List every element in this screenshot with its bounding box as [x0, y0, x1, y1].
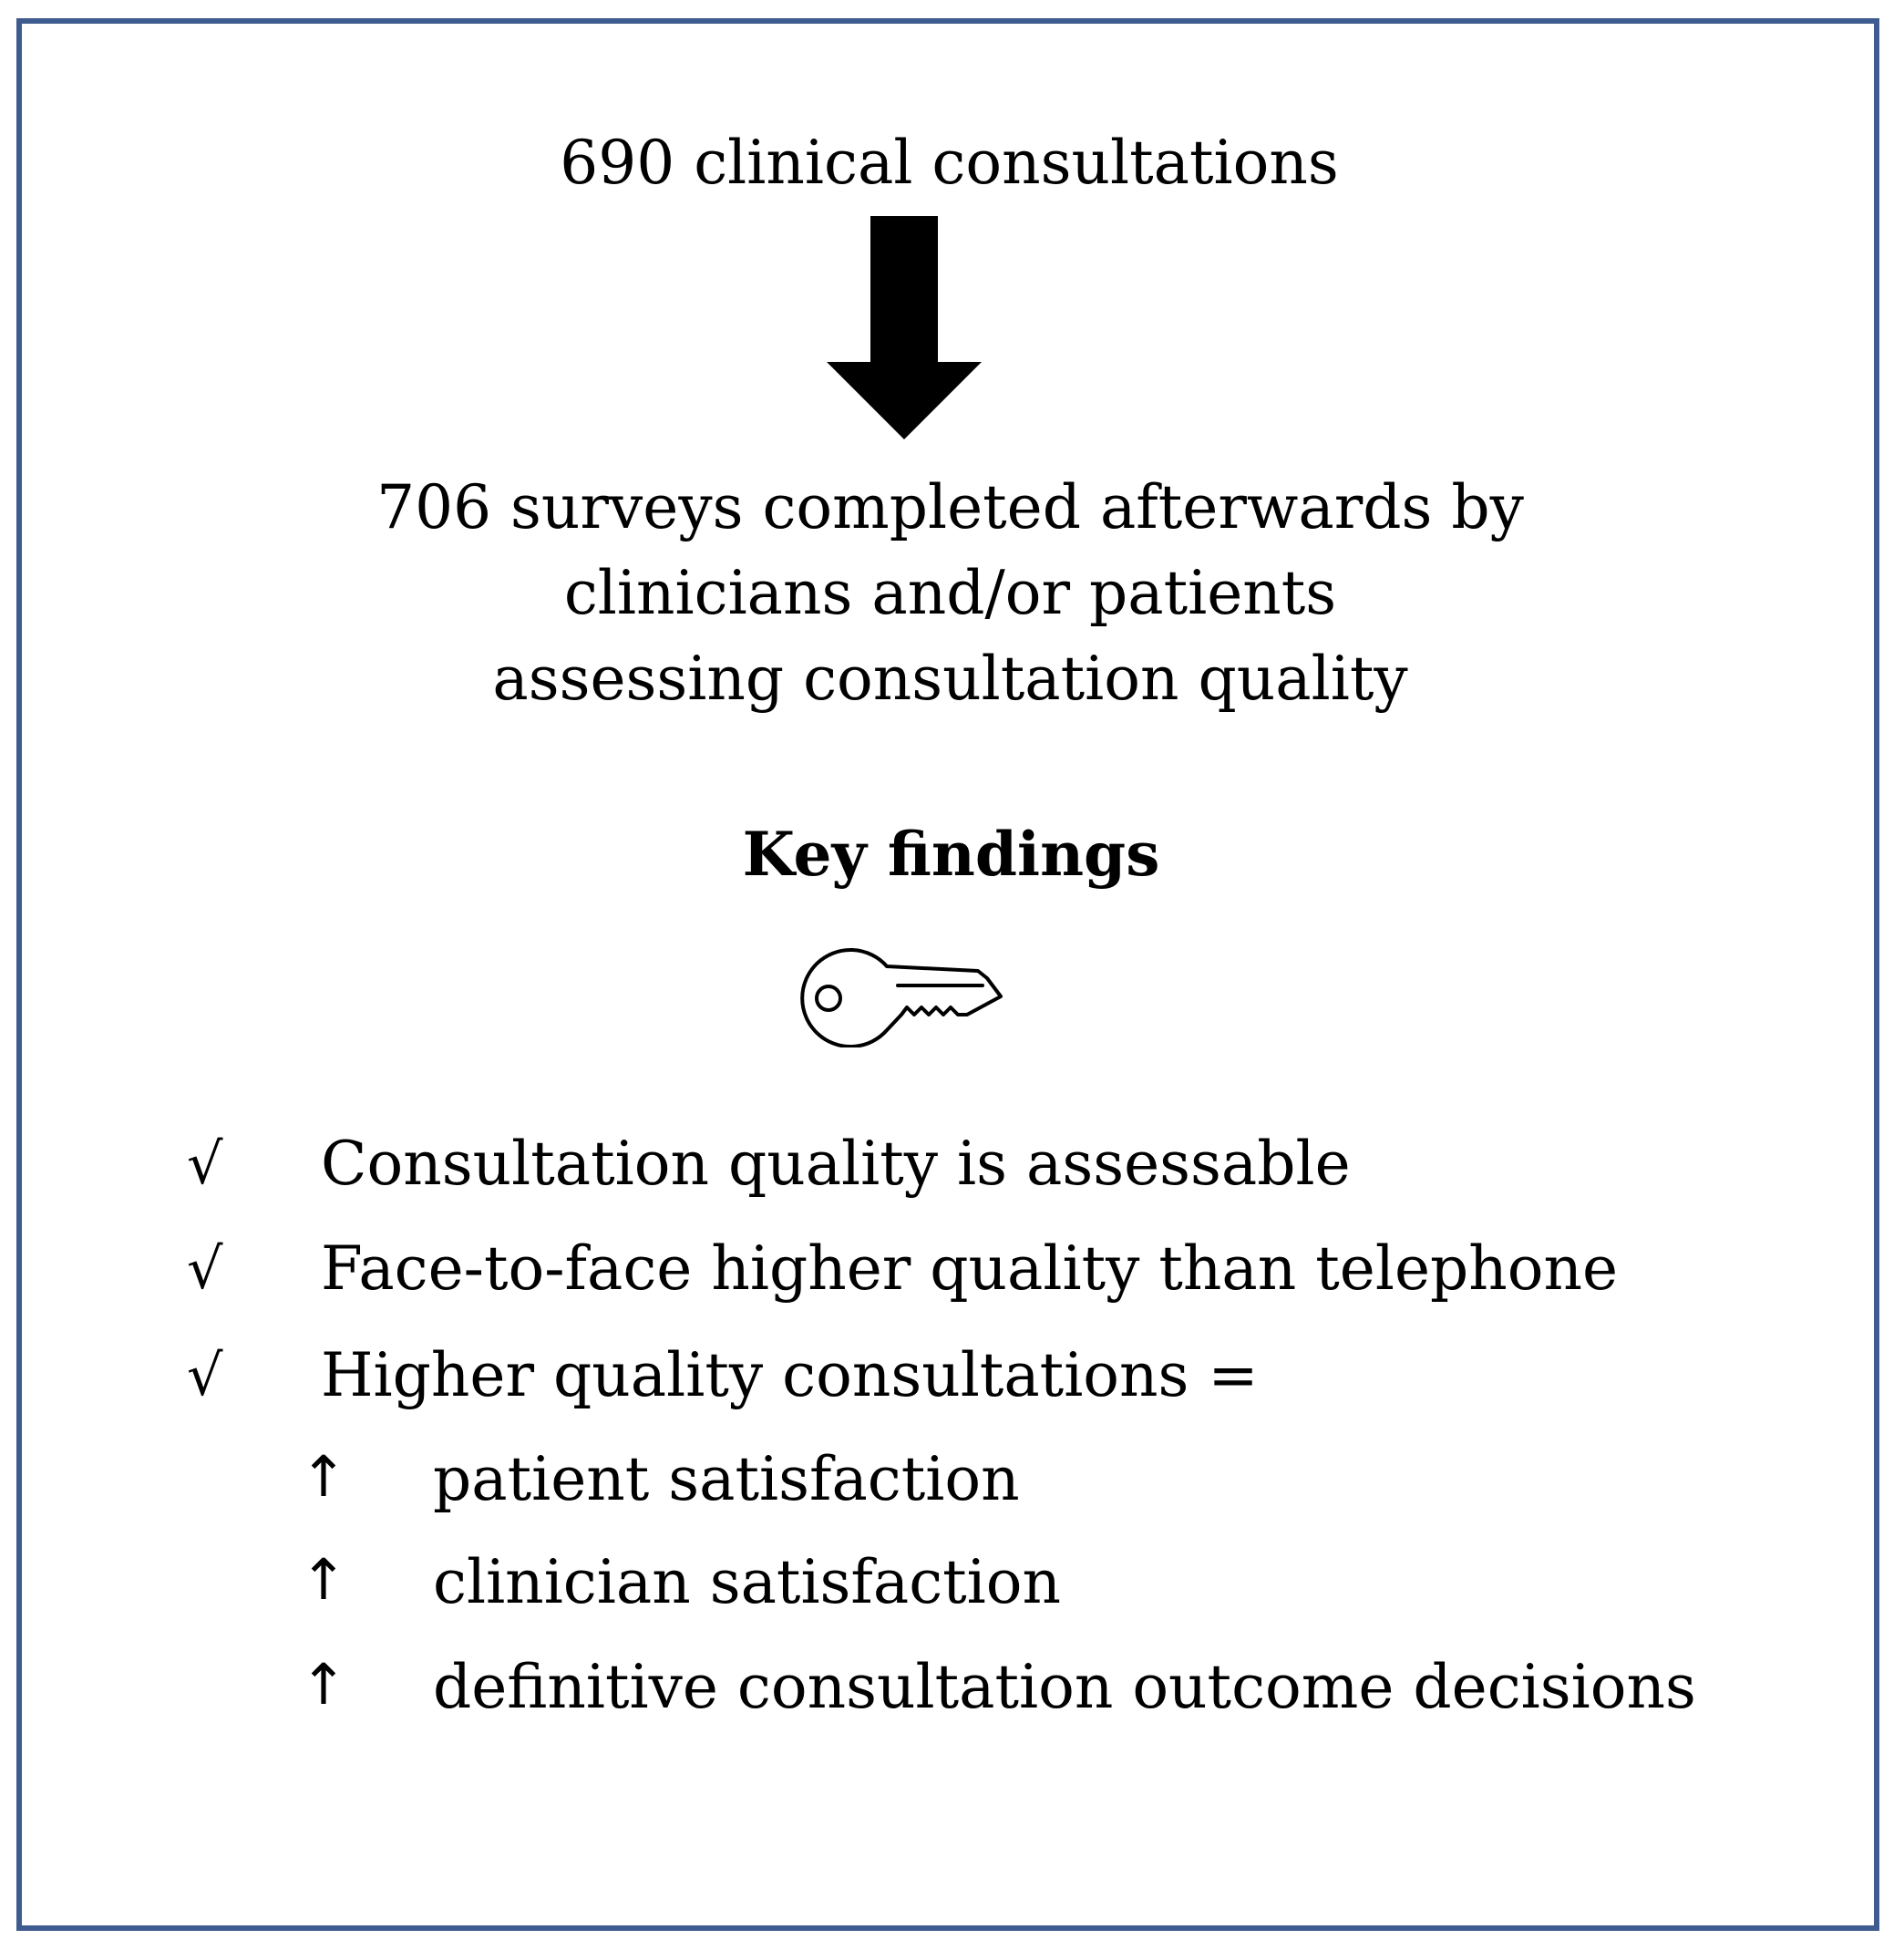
- key-icon: [796, 942, 1005, 1047]
- outcome-3: definitive consultation outcome decisions: [433, 1652, 1696, 1722]
- surveys-line-1: 706 surveys completed afterwards by: [376, 472, 1524, 542]
- check-mark-icon: √: [187, 1342, 223, 1408]
- up-arrow-icon: ↑: [300, 1443, 347, 1510]
- check-mark-icon: √: [187, 1130, 223, 1197]
- surveys-line-2: clinicians and/or patients: [563, 558, 1337, 628]
- key-findings-heading: Key findings: [742, 819, 1160, 890]
- surveys-description: [0, 465, 1902, 722]
- down-arrow-icon: [827, 216, 982, 439]
- up-arrow-icon: ↑: [300, 1546, 347, 1613]
- finding-1: Consultation quality is assessable: [321, 1129, 1351, 1199]
- surveys-line-3: assessing consultation quality: [492, 644, 1408, 714]
- finding-2: Face-to-face higher quality than telephone: [321, 1233, 1619, 1304]
- outcome-2: clinician satisfaction: [433, 1547, 1062, 1617]
- outcome-1: patient satisfaction: [433, 1444, 1020, 1514]
- consultations-count-label: 690 clinical consultations: [560, 128, 1339, 198]
- finding-3: Higher quality consultations =: [321, 1340, 1259, 1410]
- up-arrow-icon: ↑: [300, 1651, 347, 1718]
- check-mark-icon: √: [187, 1235, 223, 1302]
